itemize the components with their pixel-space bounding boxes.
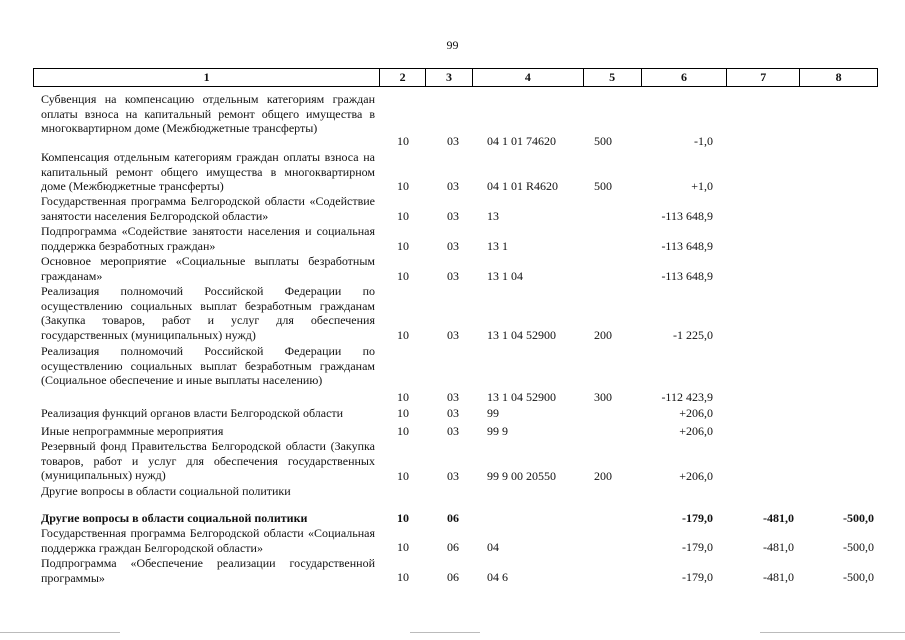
header-col-1: 1 bbox=[34, 69, 380, 86]
row-rz: 10 bbox=[397, 134, 409, 148]
row-name: Резервный фонд Правительства Белгородской области (Закупка товаров, работ и услуг для обеспечения государственных (муниципальных) нужд) bbox=[41, 439, 375, 482]
row-vr: 500 bbox=[594, 179, 612, 193]
row-rz: 10 bbox=[397, 469, 409, 483]
row-rz: 10 bbox=[397, 570, 409, 584]
row-value-6: -113 648,9 bbox=[661, 239, 713, 253]
row-rz: 10 bbox=[397, 179, 409, 193]
scan-artifact bbox=[410, 632, 480, 633]
row-value-6: -113 648,9 bbox=[661, 269, 713, 283]
row-vr: 500 bbox=[594, 134, 612, 148]
row-rz: 10 bbox=[397, 269, 409, 283]
row-csr: 13 1 bbox=[487, 239, 508, 253]
row-value-7: -481,0 bbox=[763, 511, 794, 525]
row-rz: 10 bbox=[397, 239, 409, 253]
row-name: Реализация полномочий Российской Федерации по осуществлению социальных выплат безработным гражданам (Социальное обеспечение и иные выплаты населению) bbox=[41, 344, 375, 387]
row-rz: 10 bbox=[397, 328, 409, 342]
row-value-6: -179,0 bbox=[682, 511, 713, 525]
header-col-5: 5 bbox=[584, 69, 642, 86]
row-value-7: -481,0 bbox=[763, 540, 794, 554]
row-vr: 200 bbox=[594, 328, 612, 342]
header-col-2: 2 bbox=[380, 69, 426, 86]
scan-artifact bbox=[760, 632, 905, 633]
header-col-6: 6 bbox=[642, 69, 728, 86]
row-pr: 03 bbox=[447, 469, 459, 483]
row-pr: 06 bbox=[447, 570, 459, 584]
row-rz: 10 bbox=[397, 390, 409, 404]
row-csr: 13 1 04 52900 bbox=[487, 328, 556, 342]
row-pr: 03 bbox=[447, 406, 459, 420]
row-value-8: -500,0 bbox=[843, 570, 874, 584]
row-name: Реализация функций органов власти Белгородской области bbox=[41, 406, 344, 420]
row-csr: 04 6 bbox=[487, 570, 508, 584]
row-csr: 13 1 04 52900 bbox=[487, 390, 556, 404]
row-rz: 10 bbox=[397, 540, 409, 554]
row-value-6: -179,0 bbox=[682, 570, 713, 584]
row-pr: 03 bbox=[447, 390, 459, 404]
row-vr: 300 bbox=[594, 390, 612, 404]
row-pr: 06 bbox=[447, 511, 459, 525]
row-name: Подпрограмма «Содействие занятости населения и социальная поддержка безработных граждан» bbox=[41, 224, 375, 253]
row-csr: 99 9 bbox=[487, 424, 508, 438]
row-value-6: +206,0 bbox=[679, 406, 713, 420]
row-value-8: -500,0 bbox=[843, 511, 874, 525]
page-number: 99 bbox=[446, 38, 459, 52]
row-name: Иные непрограммные мероприятия bbox=[41, 424, 224, 438]
row-csr: 13 1 04 bbox=[487, 269, 523, 283]
row-pr: 06 bbox=[447, 540, 459, 554]
row-pr: 03 bbox=[447, 134, 459, 148]
row-value-6: -113 648,9 bbox=[661, 209, 713, 223]
row-name: Другие вопросы в области социальной политики bbox=[41, 484, 291, 498]
header-col-3: 3 bbox=[426, 69, 473, 86]
row-name: Основное мероприятие «Социальные выплаты безработным гражданам» bbox=[41, 254, 375, 283]
row-value-6: +206,0 bbox=[679, 424, 713, 438]
row-pr: 03 bbox=[447, 328, 459, 342]
row-pr: 03 bbox=[447, 209, 459, 223]
row-value-6: -1 225,0 bbox=[673, 328, 713, 342]
header-col-8: 8 bbox=[835, 70, 842, 84]
row-value-6: -112 423,9 bbox=[661, 390, 713, 404]
row-value-8: -500,0 bbox=[843, 540, 874, 554]
row-pr: 03 bbox=[447, 269, 459, 283]
row-name: Подпрограмма «Обеспечение реализации государственной программы» bbox=[41, 556, 375, 585]
row-name: Субвенция на компенсацию отдельным категориям граждан оплаты взноса на капитальный ремонт общего имущества в многоквартирном доме (Межбюджетные трансферты) bbox=[41, 92, 375, 135]
row-pr: 03 bbox=[447, 239, 459, 253]
row-value-6: -1,0 bbox=[694, 134, 713, 148]
row-value-6: +1,0 bbox=[691, 179, 713, 193]
row-name: Компенсация отдельным категориям граждан оплаты взноса на капитальный ремонт общего имущества в многоквартирном доме (Межбюджетные трансферты) bbox=[41, 150, 375, 193]
row-csr: 13 bbox=[487, 209, 499, 223]
row-value-6: +206,0 bbox=[679, 469, 713, 483]
row-name: Государственная программа Белгородской области «Социальная поддержка граждан Белгородской области» bbox=[41, 526, 375, 555]
row-csr: 99 bbox=[487, 406, 499, 420]
row-rz: 10 bbox=[397, 209, 409, 223]
row-pr: 03 bbox=[447, 179, 459, 193]
row-pr: 03 bbox=[447, 424, 459, 438]
row-name: Другие вопросы в области социальной политики bbox=[41, 511, 308, 525]
row-value-7: -481,0 bbox=[763, 570, 794, 584]
row-rz: 10 bbox=[397, 406, 409, 420]
row-name: Реализация полномочий Российской Федерации по осуществлению социальных выплат безработным гражданам (Закупка товаров, работ и услуг для обеспечения государственных (муниципальных) нужд) bbox=[41, 284, 375, 342]
table-header bbox=[33, 68, 878, 87]
row-name: Государственная программа Белгородской области «Содействие занятости населения Белгородской области» bbox=[41, 194, 375, 223]
row-value-6: -179,0 bbox=[682, 540, 713, 554]
row-vr: 200 bbox=[594, 469, 612, 483]
scan-artifact bbox=[0, 632, 120, 633]
row-csr: 04 bbox=[487, 540, 499, 554]
row-csr: 99 9 00 20550 bbox=[487, 469, 556, 483]
row-csr: 04 1 01 R4620 bbox=[487, 179, 559, 193]
header-col-7: 7 bbox=[727, 69, 800, 86]
row-csr: 04 1 01 74620 bbox=[487, 134, 556, 148]
row-rz: 10 bbox=[397, 511, 409, 525]
row-rz: 10 bbox=[397, 424, 409, 438]
header-col-4: 4 bbox=[473, 69, 584, 86]
